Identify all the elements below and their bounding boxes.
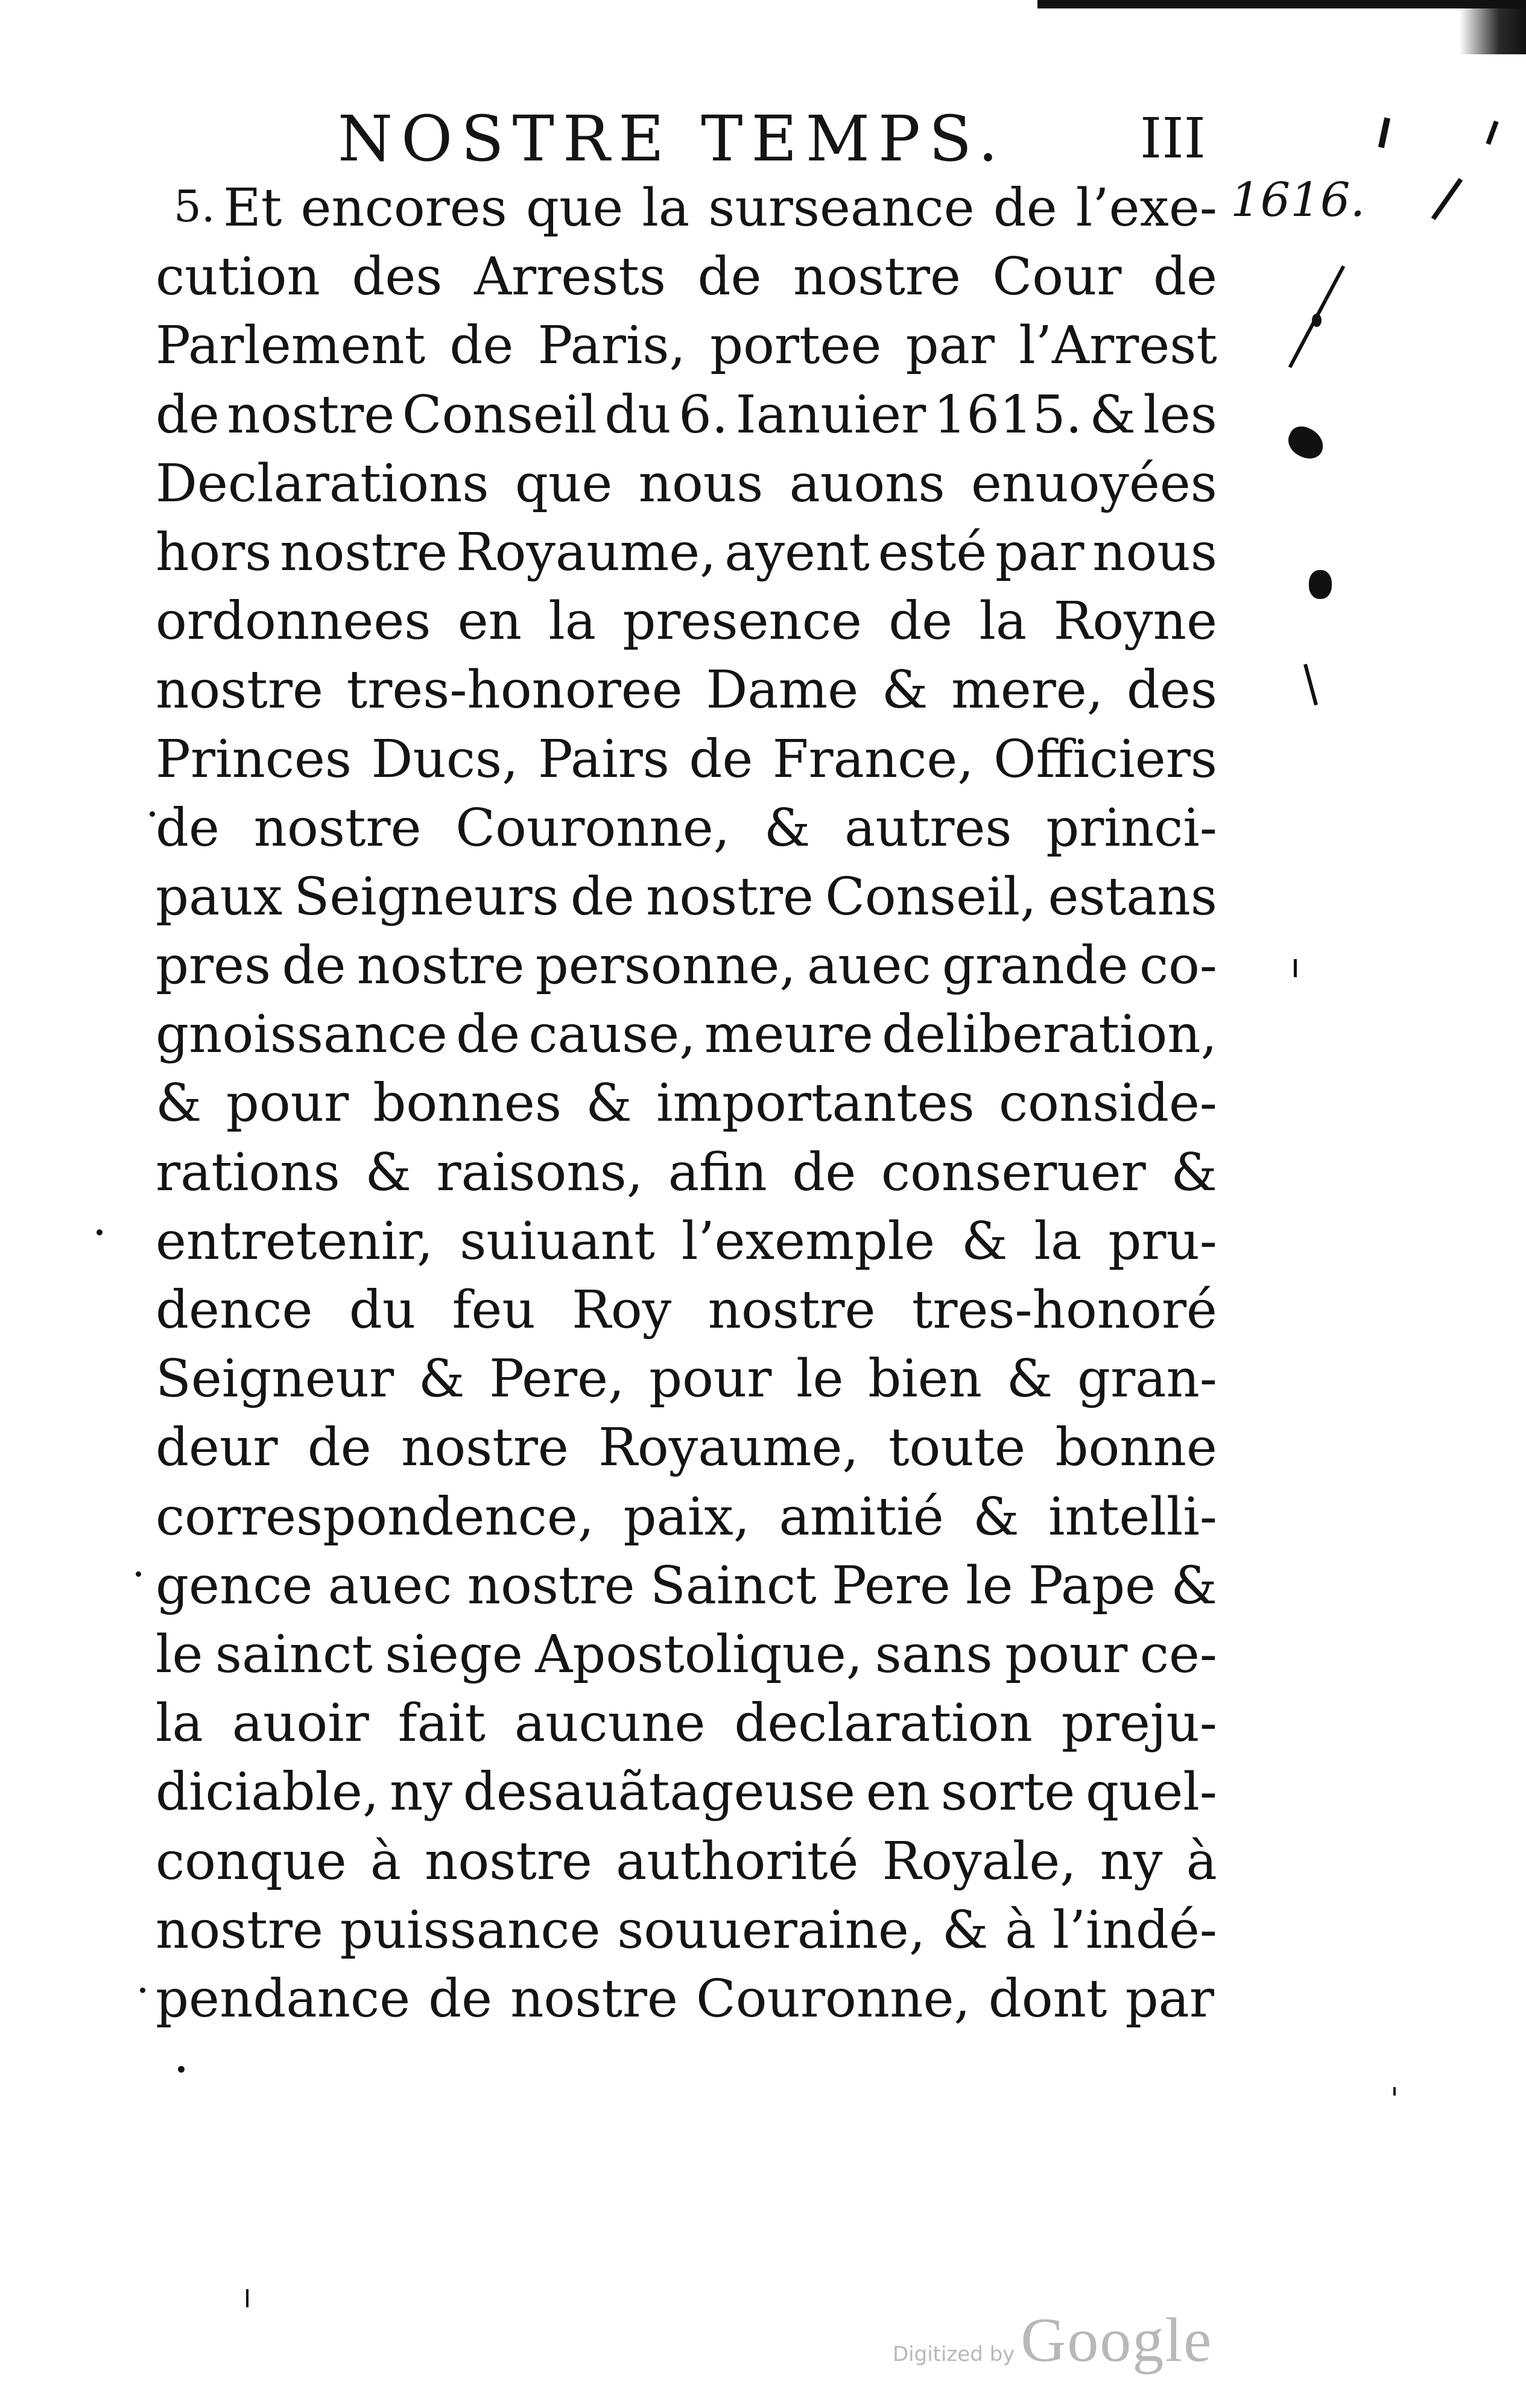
text-line <box>156 518 1217 587</box>
text-word: paux <box>156 866 283 927</box>
text-word: gran- <box>1077 1349 1217 1410</box>
ink-speck <box>97 1229 103 1235</box>
text-word: Royaume, <box>455 522 717 583</box>
text-word: cution <box>156 247 320 308</box>
text-word: princi- <box>1046 797 1217 858</box>
text-word: ny <box>390 1762 453 1823</box>
ink-speck <box>1294 959 1297 977</box>
text-word: puissance <box>340 1899 601 1960</box>
text-word: amitié <box>779 1486 944 1547</box>
text-word: & <box>961 1211 1008 1272</box>
text-word: tres-honoré <box>911 1280 1217 1340</box>
text-word: auec <box>806 936 931 996</box>
text-word: nous <box>638 453 764 514</box>
text-word: importantes <box>656 1073 975 1134</box>
text-word: Cour <box>992 247 1122 308</box>
text-word: la <box>548 591 597 652</box>
text-word: conside- <box>999 1073 1217 1134</box>
text-word: nostre <box>227 384 395 445</box>
body-text <box>156 174 1217 2033</box>
text-word: authorité <box>615 1831 859 1892</box>
text-word: Dame <box>706 660 859 721</box>
text-word: de <box>156 797 220 858</box>
text-word: Sainct <box>650 1555 817 1616</box>
text-line <box>156 1689 1217 1758</box>
text-word: Ianuier <box>735 384 926 445</box>
text-word: Roy <box>572 1280 672 1340</box>
text-word: preju- <box>1061 1693 1217 1754</box>
text-line <box>156 242 1217 311</box>
text-word: Couronne, <box>695 1968 970 2029</box>
text-word: de <box>570 866 635 927</box>
text-word: nostre <box>253 797 422 858</box>
text-word: par <box>995 522 1084 583</box>
watermark-prefix: Digitized by <box>893 2342 1015 2366</box>
page-top-edge <box>1037 0 1526 8</box>
text-word: nostre <box>400 1418 569 1478</box>
text-word: nostre <box>793 247 961 308</box>
text-word: 6. <box>679 384 729 445</box>
text-word: & <box>764 797 811 858</box>
text-word: cause, <box>528 1004 696 1065</box>
text-word: Seigneur <box>156 1349 394 1410</box>
text-line <box>156 311 1217 380</box>
text-word: auons <box>789 453 945 514</box>
text-word: ayent <box>724 522 870 583</box>
text-word: gence <box>156 1555 313 1616</box>
text-word: nostre <box>280 522 448 583</box>
text-word: que <box>525 178 624 238</box>
text-word: Pere <box>831 1555 951 1616</box>
text-word: diciable, <box>156 1762 379 1823</box>
text-word: pres <box>156 936 271 996</box>
text-word: & <box>586 1073 632 1134</box>
text-word: de <box>888 591 953 652</box>
text-word: ce- <box>1139 1624 1217 1685</box>
text-line <box>156 1896 1217 1965</box>
text-word: deliberation, <box>882 1004 1217 1065</box>
text-word: l’exe- <box>1075 178 1217 238</box>
text-word: la <box>979 591 1027 652</box>
running-head: NOSTRE TEMPS. <box>338 102 1007 176</box>
text-word: l’indé- <box>1053 1899 1217 1960</box>
text-word: sorte <box>940 1762 1075 1823</box>
text-word: l’Arrest <box>1019 315 1217 376</box>
ink-speck <box>178 2066 185 2073</box>
ink-speck <box>150 811 155 817</box>
text-word: & <box>1171 1142 1217 1203</box>
text-word: dont <box>988 1968 1107 2029</box>
text-line <box>156 1069 1217 1138</box>
text-word: la <box>156 1693 203 1754</box>
text-word: auec <box>328 1555 452 1616</box>
text-word: & <box>1171 1555 1217 1616</box>
ink-speck <box>1288 265 1345 369</box>
text-word: nous <box>1092 522 1217 583</box>
text-word: afin <box>668 1142 767 1203</box>
text-word: intelli- <box>1048 1486 1217 1547</box>
text-word: nostre <box>425 1831 592 1892</box>
text-line <box>156 449 1217 518</box>
text-word: conque <box>156 1831 347 1892</box>
text-line <box>156 1965 1217 2033</box>
text-line <box>156 1276 1217 1345</box>
text-word: feu <box>452 1280 536 1340</box>
ink-speck <box>1303 664 1318 705</box>
text-word: du <box>349 1280 416 1340</box>
text-word: le <box>796 1349 844 1410</box>
text-word: le <box>156 1624 203 1685</box>
ink-speck <box>136 1571 141 1577</box>
text-word: encores <box>300 178 507 238</box>
text-line <box>156 1000 1217 1069</box>
ink-speck <box>246 2289 249 2307</box>
text-line <box>156 1345 1217 1413</box>
text-word: ny <box>1100 1831 1163 1892</box>
text-line <box>156 1138 1217 1207</box>
text-word: ordonnees <box>156 591 431 652</box>
text-word: Conseil <box>402 384 597 445</box>
text-word: portee <box>710 315 882 376</box>
digitized-by-google-watermark <box>893 2304 1212 2377</box>
text-word: par <box>905 315 995 376</box>
text-word: que <box>514 453 613 514</box>
text-word: pendance <box>156 1968 411 2029</box>
text-word: & <box>973 1486 1019 1547</box>
text-word: Parlement <box>156 315 426 376</box>
text-word: Pere, <box>489 1349 625 1410</box>
text-word: Pape <box>1028 1555 1156 1616</box>
text-word: nostre <box>156 660 323 721</box>
text-word: à <box>1186 1831 1217 1892</box>
text-word: tres-honoree <box>346 660 683 721</box>
text-word: Arrests <box>473 247 666 308</box>
text-word: esté <box>878 522 987 583</box>
ink-speck <box>1486 121 1498 145</box>
text-word: de <box>156 384 220 445</box>
text-word: pour <box>649 1349 772 1410</box>
google-logo-text: Google <box>1021 2305 1213 2375</box>
text-word: presence <box>622 591 862 652</box>
text-word: quel- <box>1086 1762 1217 1823</box>
text-word: de <box>282 936 346 996</box>
ink-speck <box>140 1988 145 1993</box>
text-word: des <box>1126 660 1217 721</box>
text-word: à <box>1005 1899 1036 1960</box>
text-line <box>156 1620 1217 1689</box>
text-line <box>156 381 1217 449</box>
text-word: aucune <box>514 1693 706 1754</box>
text-word: deur <box>156 1418 278 1478</box>
margin-year-note: 1616. <box>1230 173 1366 227</box>
text-word: surseance <box>708 178 975 238</box>
text-word: siege <box>385 1624 523 1685</box>
text-line <box>156 587 1217 656</box>
text-word: Paris, <box>537 315 686 376</box>
text-word: hors <box>156 522 272 583</box>
text-line <box>156 1551 1217 1620</box>
text-word: de <box>792 1142 856 1203</box>
text-word: en <box>457 591 522 652</box>
page-number: III <box>1140 106 1206 171</box>
text-word: Royale, <box>882 1831 1077 1892</box>
text-word: & <box>156 1073 202 1134</box>
text-line <box>156 794 1217 863</box>
text-word: Royaume, <box>598 1418 859 1478</box>
text-word: l’exemple <box>681 1211 935 1272</box>
text-word: pru- <box>1108 1211 1217 1272</box>
text-word: Ducs, <box>371 729 519 790</box>
text-word: le <box>966 1555 1013 1616</box>
text-line <box>156 1758 1217 1827</box>
text-word: personne, <box>535 936 796 996</box>
text-line <box>156 863 1217 931</box>
text-word: nostre <box>708 1280 876 1340</box>
text-word: des <box>352 247 443 308</box>
text-word: bonnes <box>373 1073 562 1134</box>
text-word: la <box>642 178 690 238</box>
text-word: sainct <box>215 1624 373 1685</box>
text-word: Officiers <box>993 729 1217 790</box>
text-word: Conseil, <box>825 866 1037 927</box>
text-word: & <box>942 1899 989 1960</box>
text-word: de <box>307 1418 372 1478</box>
text-line <box>156 1827 1217 1896</box>
text-word: de <box>689 729 753 790</box>
text-word: France, <box>772 729 974 790</box>
ink-speck <box>1284 422 1329 464</box>
text-word: de <box>1153 247 1217 308</box>
text-line <box>156 1483 1217 1551</box>
text-word: Seigneurs <box>294 866 559 927</box>
text-word: du <box>604 384 671 445</box>
text-word: Et <box>223 178 282 238</box>
text-word: auoir <box>232 1693 369 1754</box>
text-word: nostre <box>356 936 525 996</box>
text-word: mere, <box>951 660 1104 721</box>
text-word: à <box>370 1831 401 1892</box>
text-line <box>156 725 1217 794</box>
text-line <box>156 656 1217 724</box>
text-word: de <box>428 1968 493 2029</box>
text-word: les <box>1143 384 1217 445</box>
text-word: en <box>866 1762 931 1823</box>
text-word: suiuant <box>460 1211 655 1272</box>
text-line <box>156 931 1217 1000</box>
page-header <box>338 100 1243 178</box>
text-word: de <box>456 1004 521 1065</box>
text-word: & <box>881 660 928 721</box>
text-word: nostre <box>510 1968 678 2029</box>
text-word: sans <box>875 1624 993 1685</box>
text-word: entretenir, <box>156 1211 434 1272</box>
text-word: rations <box>156 1142 340 1203</box>
text-word: de <box>697 247 762 308</box>
text-word: estans <box>1048 866 1217 927</box>
ink-speck <box>1393 2087 1396 2096</box>
text-word: fait <box>397 1693 486 1754</box>
text-word: nostre <box>646 866 814 927</box>
text-word: co- <box>1139 936 1217 996</box>
text-word: dence <box>156 1280 313 1340</box>
text-word: autres <box>844 797 1012 858</box>
ink-speck <box>1378 118 1390 148</box>
text-word: raisons, <box>436 1142 644 1203</box>
text-word: Pairs <box>537 729 670 790</box>
text-word: desauãtageuse <box>463 1762 855 1823</box>
text-word: bien <box>868 1349 983 1410</box>
text-word: declaration <box>734 1693 1033 1754</box>
text-word: de <box>449 315 514 376</box>
text-line <box>156 1207 1217 1276</box>
text-word: Apostolique, <box>535 1624 863 1685</box>
text-line <box>156 1413 1217 1482</box>
text-word: bonne <box>1055 1418 1217 1478</box>
text-word: & <box>418 1349 465 1410</box>
text-word: grande <box>942 936 1129 996</box>
text-word: la <box>1034 1211 1082 1272</box>
text-line <box>156 174 1217 242</box>
text-word: nostre <box>156 1899 323 1960</box>
text-word: pour <box>226 1073 349 1134</box>
text-word: nostre <box>467 1555 635 1616</box>
text-word: souueraine, <box>617 1899 926 1960</box>
ink-speck <box>1431 178 1463 220</box>
text-word: pour <box>1005 1624 1128 1685</box>
text-word: & <box>1006 1349 1053 1410</box>
text-word: par <box>1125 1968 1215 2029</box>
ink-speck <box>1309 570 1332 599</box>
text-word: Princes <box>156 729 352 790</box>
text-word: de <box>993 178 1057 238</box>
text-word: & <box>365 1142 411 1203</box>
text-word: Declarations <box>156 453 489 514</box>
text-word: toute <box>888 1418 1026 1478</box>
text-word: & <box>1089 384 1136 445</box>
text-word: Couronne, <box>455 797 730 858</box>
text-word: meure <box>704 1004 873 1065</box>
text-word: enuoyées <box>970 453 1217 514</box>
text-word: gnoissance <box>156 1004 448 1065</box>
text-word: Royne <box>1053 591 1217 652</box>
text-word: conseruer <box>881 1142 1146 1203</box>
text-word: 1615. <box>933 384 1082 445</box>
text-word: correspondence, <box>156 1486 595 1547</box>
text-word: paix, <box>623 1486 750 1547</box>
paragraph-number: 5. <box>174 181 215 232</box>
